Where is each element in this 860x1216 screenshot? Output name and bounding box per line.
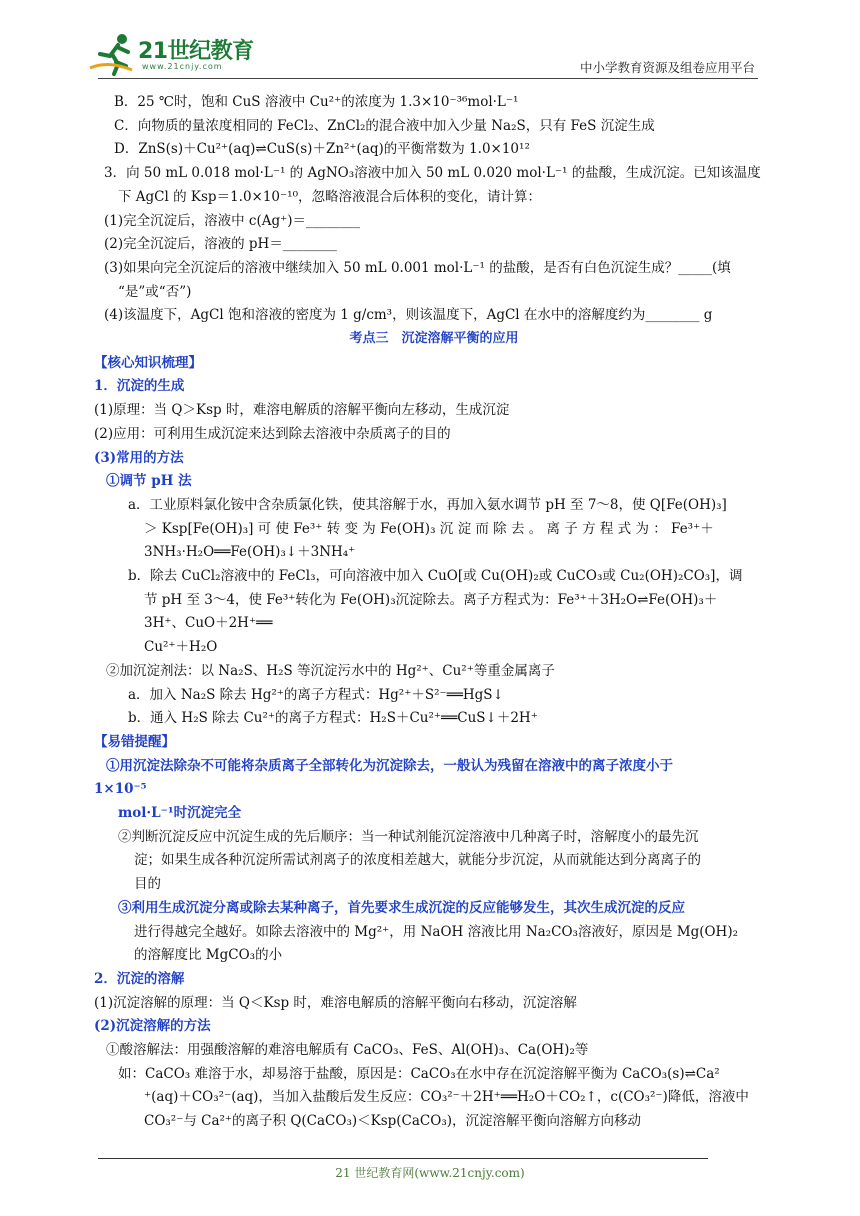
- text-line: 如：CaCO₃ 难溶于水，却易溶于盐酸，原因是：CaCO₃在水中存在沉淀溶解平衡为 CaCO₃(s)⇌Ca²: [118, 1065, 720, 1082]
- text-line: 2．沉淀的溶解: [94, 970, 185, 987]
- text-line: a．工业原料氯化铵中含杂质氯化铁，使其溶解于水，再加入氨水调节 pH 至 7～8，使 Q[Fe(OH)₃]: [128, 496, 727, 513]
- logo-text: 21世纪教育: [138, 39, 254, 64]
- text-line: (1)完全沉淀后，溶液中 c(Ag⁺)＝________: [104, 212, 361, 229]
- text-line: (2)完全沉淀后，溶液的 pH＝________: [104, 236, 337, 253]
- text-line: (2)应用：可利用生成沉淀来达到除去溶液中杂质离子的目的: [94, 425, 451, 442]
- text-line: C．向物质的量浓度相同的 FeCl₂、ZnCl₂的混合液中加入少量 Na₂S，只有 FeS 沉淀生成: [114, 117, 655, 134]
- text-line: 1×10⁻⁵: [94, 781, 147, 798]
- text-line: “是”或“否”): [118, 283, 192, 300]
- text-line: ⁺(aq)＋CO₃²⁻(aq)，当加入盐酸后发生反应：CO₃²⁻＋2H⁺══H₂O＋CO₂↑，c(CO₃²⁻)降低，溶液中: [144, 1089, 749, 1106]
- header-divider: [98, 78, 758, 79]
- text-line: (1)原理：当 Q＞Ksp 时，难溶电解质的溶解平衡向左移动，生成沉淀: [94, 402, 510, 419]
- text-line: ①酸溶解法：用强酸溶解的难溶电解质有 CaCO₃、FeS、Al(OH)₃、Ca(OH)₂等: [106, 1042, 589, 1058]
- text-line: Cu²⁺＋H₂O: [144, 639, 218, 656]
- text-line: 3NH₃·H₂O══Fe(OH)₃↓＋3NH₄⁺: [144, 544, 356, 561]
- text-line: b．通入 H₂S 除去 Cu²⁺的离子方程式：H₂S＋Cu²⁺══CuS↓＋2H⁺: [128, 710, 538, 727]
- text-line: (3)常用的方法: [94, 449, 184, 466]
- text-line: 节 pH 至 3～4，使 Fe³⁺转化为 Fe(OH)₃沉淀除去。离子方程式为：Fe³⁺＋3H₂O⇌Fe(OH)₃＋: [144, 591, 718, 608]
- footer-divider: [98, 1158, 708, 1159]
- text-line: (3)如果向完全沉淀后的溶液中继续加入 50 mL 0.001 mol·L⁻¹ 的盐酸，是否有白色沉淀生成？_____(填: [104, 259, 731, 276]
- text-line: 1．沉淀的生成: [94, 378, 185, 395]
- text-line: CO₃²⁻与 Ca²⁺的离子积 Q(CaCO₃)＜Ksp(CaCO₃)，沉淀溶解平衡向溶解方向移动: [144, 1113, 642, 1130]
- page-footer: 21 世纪教育网(www.21cnjy.com): [335, 1166, 525, 1180]
- text-line: (4)该温度下，AgCl 饱和溶液的密度为 1 g/cm³，则该温度下，AgCl 在水中的溶解度约为________ g: [104, 307, 713, 324]
- page-header: [0, 0, 860, 84]
- text-line: ②加沉淀剂法：以 Na₂S、H₂S 等沉淀污水中的 Hg²⁺、Cu²⁺等重金属离子: [106, 662, 555, 679]
- text-line: b．除去 CuCl₂溶液中的 FeCl₃，可向溶液中加入 CuO[或 Cu(OH)₂或 CuCO₃或 Cu₂(OH)₂CO₃]，调: [128, 568, 743, 584]
- text-line: a．加入 Na₂S 除去 Hg²⁺的离子方程式：Hg²⁺＋S²⁻══HgS↓: [128, 686, 504, 703]
- site-logo: [88, 32, 268, 76]
- text-line: mol·L⁻¹时沉淀完全: [118, 805, 242, 821]
- text-line: 【易错提醒】: [94, 733, 175, 750]
- text-line: 3．向 50 mL 0.018 mol·L⁻¹ 的 AgNO₃溶液中加入 50 mL 0.020 mol·L⁻¹ 的盐酸，生成沉淀。已知该温度: [104, 165, 761, 182]
- text-line: 淀；如果生成各种沉淀所需试剂离子的浓度相差越大，就能分步沉淀，从而就能达到分离离子的: [134, 852, 701, 869]
- logo-url: www.21cnjy.com: [142, 62, 223, 71]
- text-line: (2)沉淀溶解的方法: [94, 1018, 211, 1035]
- text-line: 进行得越完全越好。如除去溶液中的 Mg²⁺，用 NaOH 溶液比用 Na₂CO₃溶液好，原因是 Mg(OH)₂: [134, 923, 738, 940]
- runner-logo-icon: [88, 32, 138, 76]
- text-line: 【核心知识梳理】: [94, 354, 202, 371]
- text-line: B．25 ℃时，饱和 CuS 溶液中 Cu²⁺的浓度为 1.3×10⁻³⁶mol·L⁻¹: [114, 94, 519, 110]
- platform-name: 中小学教育资源及组卷应用平台: [579, 60, 755, 75]
- text-line: 3H⁺、CuO＋2H⁺══: [144, 615, 273, 632]
- text-line: 目的: [134, 876, 161, 893]
- text-line: 的溶解度比 MgCO₃的小: [134, 947, 283, 964]
- text-line: (1)沉淀溶解的原理：当 Q＜Ksp 时，难溶电解质的溶解平衡向右移动，沉淀溶解: [94, 994, 577, 1011]
- text-line: ①调节 pH 法: [106, 473, 192, 490]
- text-line: 考点三 沉淀溶解平衡的应用: [349, 331, 519, 346]
- text-line: ①用沉淀法除杂不可能将杂质离子全部转化为沉淀除去，一般认为残留在溶液中的离子浓度小于: [106, 757, 673, 774]
- text-line: D．ZnS(s)＋Cu²⁺(aq)⇌CuS(s)＋Zn²⁺(aq)的平衡常数为 1.0×10¹²: [114, 141, 530, 158]
- text-line: ＞ Ksp[Fe(OH)₃] 可 使 Fe³⁺ 转 变 为 Fe(OH)₃ 沉 淀 而 除 去 。 离 子 方 程 式 为 ： Fe³⁺＋: [144, 520, 714, 537]
- text-line: ③利用生成沉淀分离或除去某种离子，首先要求生成沉淀的反应能够发生，其次生成沉淀的反应: [118, 899, 685, 916]
- text-line: ②判断沉淀反应中沉淀生成的先后顺序：当一种试剂能沉淀溶液中几种离子时，溶解度小的最先沉: [118, 828, 699, 845]
- text-line: 下 AgCl 的 Ksp＝1.0×10⁻¹⁰，忽略溶液混合后体积的变化，请计算：: [118, 188, 541, 205]
